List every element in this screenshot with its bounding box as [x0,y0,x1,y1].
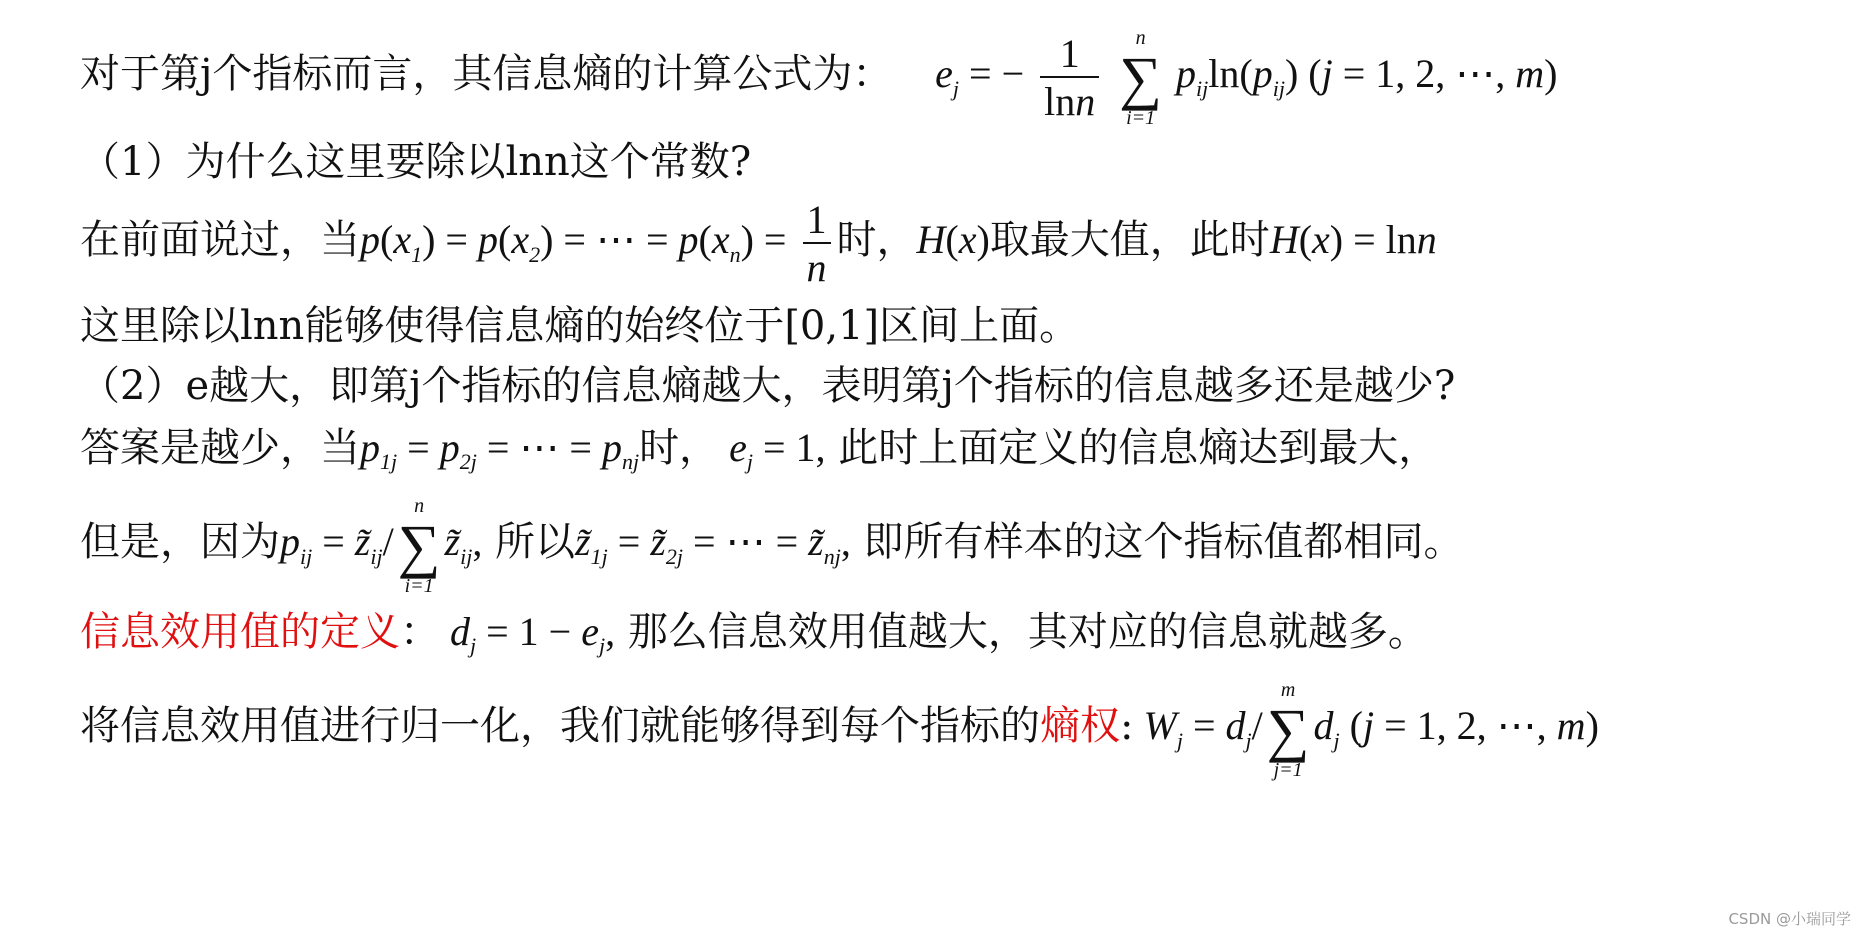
equal-p-formula: $p_{1j} = p_{2j}$ = ⋯ = $p_{nj}$ [360,425,640,475]
max-entropy-line [80,197,1437,290]
watermark: CSDN @小瑞同学 [1728,910,1851,928]
h-x: H(x) [916,217,990,263]
dj-formula: $d_j = 1 - e_j$, [450,609,616,659]
question-2: （2）e越大，即第j个指标的信息熵越大，表明第j个指标的信息越多还是越少? [80,363,1456,409]
utility-definition-label: 信息效用值的定义 [80,609,400,655]
line7-prefix: 但是，因为 [80,519,280,566]
normalization-explanation: 这里除以lnn能够使得信息熵的始终位于[0,1]区间上面。 [80,303,1080,349]
entropy-weight-line [80,680,1599,780]
utility-definition-line [80,609,1428,659]
h-x-value: H(x) = lnn [1269,217,1437,263]
line6-suffix: 此时上面定义的信息熵达到最大， [825,425,1439,471]
equal-z-formula: $z̃_{1j}$ = $z̃_{2j}$ = ⋯ = $z̃_{nj}$, [575,519,851,569]
line9-colon: : [1120,703,1134,750]
line3-mid2: 取最大值，此时 [989,217,1270,264]
line7-mid: 所以 [482,519,576,566]
line6-mid: 时， [639,425,720,471]
entropy-formula: $e_j$ = − $\frac{1}{\ln n}$ n ∑ i=1 $p_{ij}\ln(p_{ij}) (j = 1$, 2, ⋯, m) [935,27,1558,129]
weight-formula: $W_j = d_j/$ m ∑ j=1 $d_j$ (j = 1, 2, ⋯, m) [1143,679,1599,781]
line3-mid: 时， [836,217,917,264]
entropy-formula-line [80,28,1558,128]
line6-prefix: 答案是越少，当 [80,425,360,471]
line9-prefix: 将信息效用值进行归一化，我们就能够得到每个指标的 [80,703,1040,750]
ej-equals-one: $e_j = 1$, [729,425,826,475]
line3-prefix: 在前面说过，当 [80,217,360,264]
pij-formula: $p_{ij}$ = $z̃_{ij}/$ n ∑ i=1 $z̃_{ij}$, [280,495,483,597]
pij-definition-line [80,496,1464,596]
line7-suffix: 即所有样本的这个指标值都相同。 [850,519,1464,566]
intro-text: 对于第j个指标而言，其信息熵的计算公式为： [80,51,893,98]
question-1: （1）为什么这里要除以lnn这个常数? [80,139,752,185]
answer-line [80,425,1439,475]
equal-prob-formula: $p(x_1) = p(x_2)$ = ⋯ = $p(x_n)$ = $\frac{1}{n}$ [360,217,837,262]
entropy-weight-highlight: 熵权 [1040,703,1120,750]
line8-colon: ： [400,609,440,655]
line8-suffix: 那么信息效用值越大，其对应的信息就越多。 [615,609,1428,655]
